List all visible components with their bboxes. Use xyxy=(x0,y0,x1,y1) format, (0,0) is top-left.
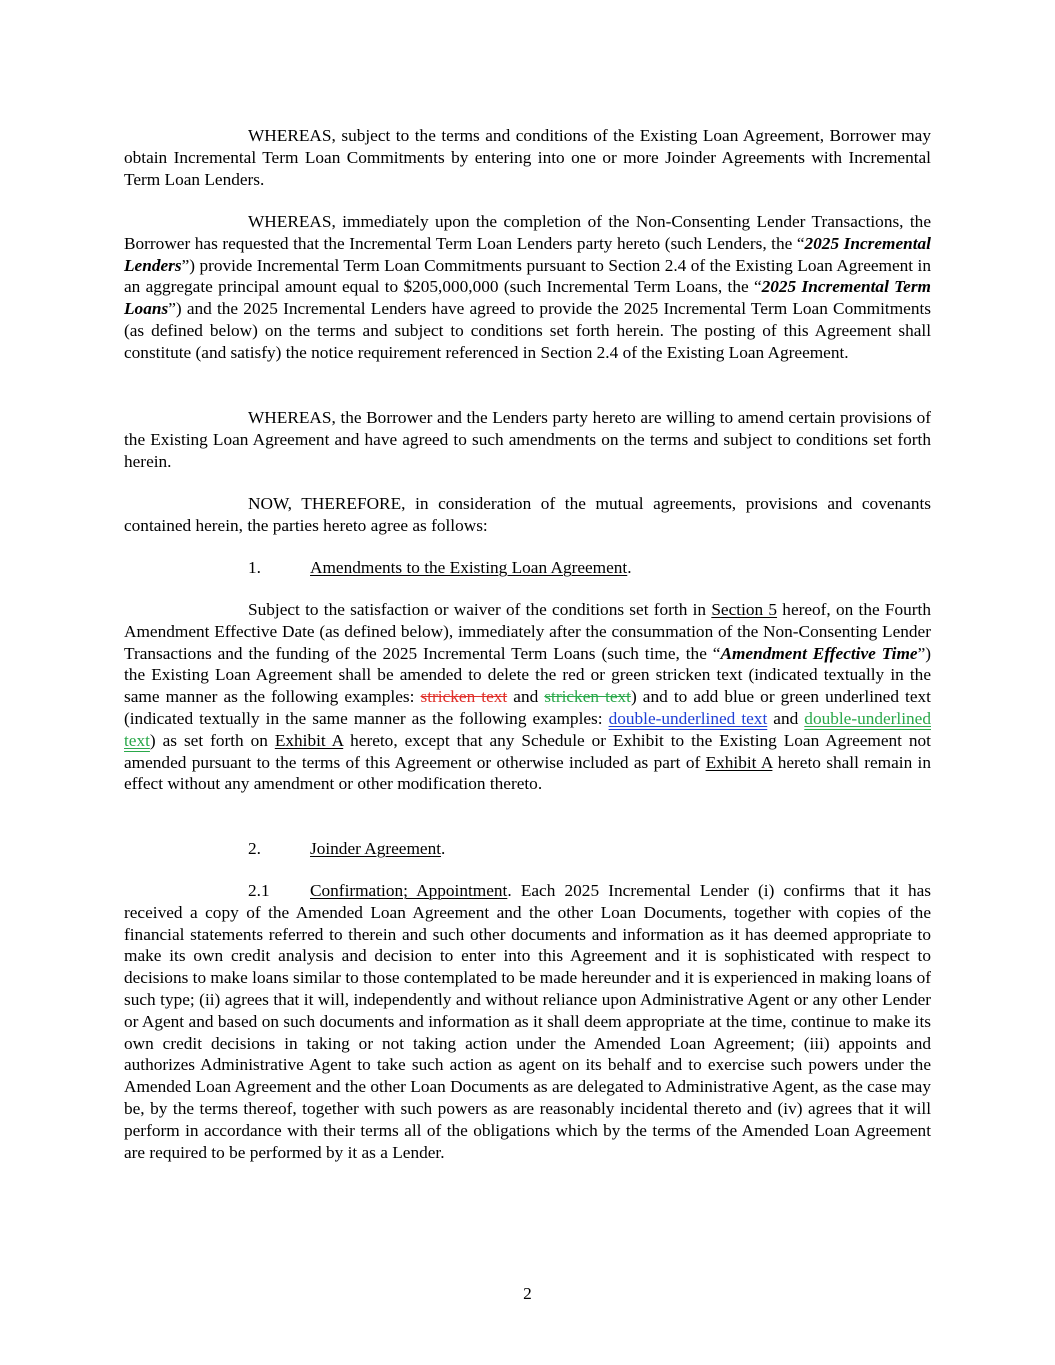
section-5-reference: Section 5 xyxy=(711,600,778,619)
green-strike-example: stricken text xyxy=(544,687,631,707)
defined-term-2025-incremental-term-loans: 2025 Incremental Term Loans xyxy=(124,277,931,319)
recital-paragraph-3: WHEREAS, the Borrower and the Lenders party hereto are willing to amend certain provisions of the Existing Loan Agreement and have agreed to such amendments on the terms and subject to conditions set forth herein. xyxy=(124,408,931,471)
green-underline-example: double-underlined text xyxy=(124,708,931,750)
exhibit-a-reference-2: Exhibit A xyxy=(705,752,773,772)
section-heading-2: 2. Joinder Agreement. xyxy=(248,839,446,858)
defined-term-amendment-effective-time: Amendment Effective Time xyxy=(720,643,918,663)
red-strike-example: stricken text xyxy=(420,687,508,707)
recital-paragraph-1: WHEREAS, subject to the terms and conditions of the Existing Loan Agreement, Borrower may obtain Incremental Term Loan Commitments by entering into one or more Joinder Agreements with Incremental Term Loan Lenders. xyxy=(124,126,931,189)
section-title-amendments: Amendments to the Existing Loan Agreement xyxy=(310,558,628,577)
page-number: 2 xyxy=(523,1284,532,1303)
now-therefore-paragraph: NOW, THEREFORE, in consideration of the mutual agreements, provisions and covenants contained herein, the parties hereto agree as follows: xyxy=(124,494,931,535)
amendments-paragraph: Subject to the satisfaction or waiver of the conditions set forth in Section 5 hereof, on the Fourth Amendment Effective Date (as defined below), immediately after the consummation of the Non-Consenting Lender Transactions and the funding of the 2025 Incremental Term Loans (such time, the “Amendment Effective Time”) the Existing Loan Agreement shall be amended to delete the red or green stricken text (indicated textually in the same manner as the following examples: stricken text and stricken text) and to add blue or green underlined text (indicated textually in the same manner as the following examples: double-underlined text and double-underlined text) as set forth on Exhibit A hereto, except that any Schedule or Exhibit to the Existing Loan Agreement not amended pursuant to the terms of this Agreement or otherwise included as part of Exhibit A hereto shall remain in effect without any amendment or other modification thereto. xyxy=(124,600,932,794)
defined-term-2025-incremental-lenders: 2025 Incremental Lenders xyxy=(124,233,931,275)
exhibit-a-reference: Exhibit A xyxy=(274,730,344,750)
section-heading-1: 1. Amendments to the Existing Loan Agreement. xyxy=(248,558,632,577)
recital-paragraph-2: WHEREAS, immediately upon the completion of the Non-Consenting Lender Transactions, the Borrower has requested that the Incremental Term Loan Lenders party hereto (such Lenders, the “2025 Incremental Lenders”) provide Incremental Term Loan Commitments pursuant to Section 2.4 of the Existing Loan Agreement in an aggregate principal amount equal to $205,000,000 (such Incremental Term Loans, the “2025 Incremental Term Loans”) and the 2025 Incremental Lenders have agreed to provide the 2025 Incremental Term Loan Commitments (as defined below) on the terms and subject to conditions set forth herein. The posting of this Agreement shall constitute (and satisfy) the notice requirement referenced in Section 2.4 of the Existing Loan Agreement. xyxy=(124,212,931,362)
section-title-joinder: Joinder Agreement xyxy=(310,839,442,858)
confirmation-paragraph: 2.1 Confirmation; Appointment. Each 2025 Incremental Lender (i) confirms that it has received a copy of the Amended Loan Agreement and the other Loan Documents, together with copies of the financial statements referred to therein and such other documents and information as it has deemed appropriate to make its own credit analysis and decision to enter into this Agreement and it is sophisticated with respect to decisions to make loans similar to those contemplated to be made hereunder and it is experienced in making loans of such type; (ii) agrees that it will, independently and without reliance upon Administrative Agent or any other Lender or Agent and based on such documents and information as it shall deem appropriate at the time, continue to make its own credit decisions in taking or not taking action under the Amended Loan Agreement; (iii) appoints and authorizes Administrative Agent to take such action as agent on its behalf and to exercise such powers under the Amended Loan Agreement and the other Loan Documents as are delegated to Administrative Agent, as the case may be, by the terms thereof, together with such powers as are reasonably incidental thereto and (iv) agrees that it will perform in accordance with their terms all of the obligations which by the terms of the Amended Loan Agreement are required to be performed by it as a Lender. xyxy=(124,881,931,1162)
subsection-title-confirmation: Confirmation; Appointment xyxy=(310,881,508,900)
blue-underline-example: double-underlined text xyxy=(608,708,768,728)
